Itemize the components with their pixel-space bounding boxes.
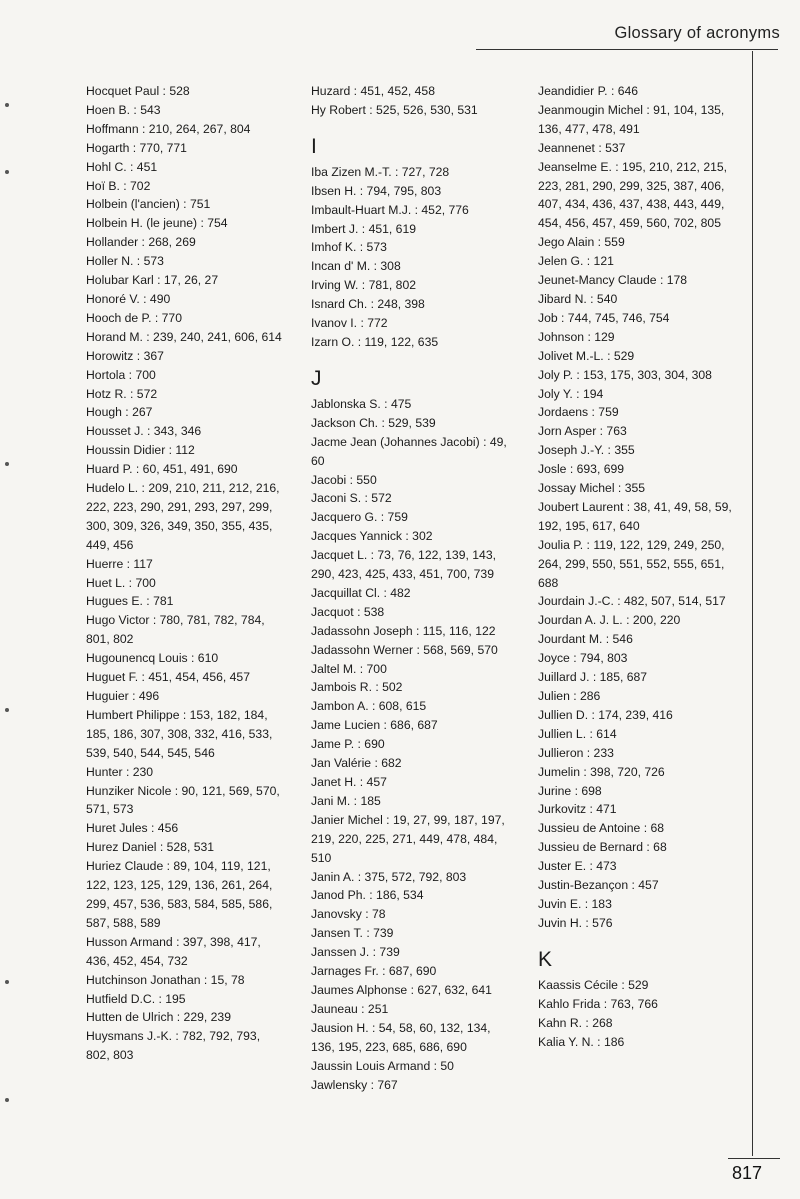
glossary-entry: Hoffmann : 210, 264, 267, 804 <box>86 121 251 136</box>
glossary-entry: Jacquot : 538 <box>311 604 385 619</box>
glossary-entry: Jullien L. : 614 <box>538 726 617 741</box>
glossary-entry: Kahlo Frida : 763, 766 <box>538 996 658 1011</box>
glossary-entry: Jansen T. : 739 <box>311 926 394 941</box>
glossary-entry: Jordaens : 759 <box>538 405 619 420</box>
glossary-entry: Jaumes Alphonse : 627, 632, 641 <box>311 982 492 997</box>
glossary-entry: Jurkovitz : 471 <box>538 802 617 817</box>
binding-hole <box>5 1098 9 1102</box>
glossary-entry: Hogarth : 770, 771 <box>86 140 187 155</box>
glossary-entry: Jambon A. : 608, 615 <box>311 699 427 714</box>
glossary-entry: Jarnages Fr. : 687, 690 <box>311 964 437 979</box>
glossary-entry: Jego Alain : 559 <box>538 235 625 250</box>
binding-hole <box>5 170 9 174</box>
glossary-entry: Hough : 267 <box>86 405 153 420</box>
binding-hole <box>5 103 9 107</box>
glossary-entry: Janssen J. : 739 <box>311 945 400 960</box>
glossary-entry: Joly P. : 153, 175, 303, 304, 308 <box>538 367 712 382</box>
glossary-entry: Jablonska S. : 475 <box>311 396 412 411</box>
glossary-entry: Jaussin Louis Armand : 50 <box>311 1058 454 1073</box>
glossary-entry: Jaconi S. : 572 <box>311 491 392 506</box>
glossary-entry: Huerre : 117 <box>86 556 153 571</box>
glossary-entry: Jadassohn Werner : 568, 569, 570 <box>311 642 498 657</box>
glossary-entry: Hoï B. : 702 <box>86 178 151 193</box>
glossary-entry: Jawlensky : 767 <box>311 1077 398 1092</box>
glossary-entry: Juillard J. : 185, 687 <box>538 670 648 685</box>
glossary-entry: Holler N. : 573 <box>86 254 164 269</box>
glossary-entry: Huret Jules : 456 <box>86 821 179 836</box>
glossary-entry: Iba Zizen M.-T. : 727, 728 <box>311 164 450 179</box>
glossary-entry: Hutfield D.C. : 195 <box>86 991 186 1006</box>
glossary-entry: Josle : 693, 699 <box>538 462 625 477</box>
glossary-entry: Jacobi : 550 <box>311 472 377 487</box>
glossary-entry: Hunziker Nicole : 90, 121, 569, 570, 571, 573 <box>86 783 280 817</box>
glossary-entry: Izarn O. : 119, 122, 635 <box>311 334 439 349</box>
binding-hole <box>5 708 9 712</box>
glossary-entry: Jacques Yannick : 302 <box>311 529 433 544</box>
glossary-entry: Hotz R. : 572 <box>86 386 158 401</box>
glossary-column-2 <box>311 82 516 1094</box>
glossary-entry: Johnson : 129 <box>538 329 615 344</box>
glossary-entry: Hooch de P. : 770 <box>86 310 182 325</box>
glossary-entry: Hudelo L. : 209, 210, 211, 212, 216, 222, 223, 290, 291, 293, 297, 299, 300, 309, 326, 349, 350, 355, 435, 449, 456 <box>86 481 280 552</box>
glossary-entry: Hurez Daniel : 528, 531 <box>86 840 215 855</box>
glossary-entry: Jackson Ch. : 529, 539 <box>311 415 436 430</box>
section-letter: K <box>538 947 553 971</box>
glossary-entry: Holubar Karl : 17, 26, 27 <box>86 273 219 288</box>
glossary-entry: Jeunet-Mancy Claude : 178 <box>538 273 688 288</box>
glossary-entry: Jambois R. : 502 <box>311 680 403 695</box>
vertical-margin-rule <box>752 51 753 1156</box>
glossary-entry: Julien : 286 <box>538 689 601 703</box>
glossary-entry: Job : 744, 745, 746, 754 <box>538 310 670 325</box>
glossary-entry: Jourdain J.-C. : 482, 507, 514, 517 <box>538 594 726 609</box>
glossary-entry: Joubert Laurent : 38, 41, 49, 58, 59, 192, 195, 617, 640 <box>538 499 732 533</box>
glossary-entry: Huguier : 496 <box>86 689 160 703</box>
glossary-entry: Ibsen H. : 794, 795, 803 <box>311 183 442 198</box>
glossary-entry: Janovsky : 78 <box>311 907 386 922</box>
glossary-entry: Kahn R. : 268 <box>538 1015 613 1030</box>
glossary-entry: Hutten de Ulrich : 229, 239 <box>86 1010 231 1025</box>
glossary-entry: Huard P. : 60, 451, 491, 690 <box>86 462 238 477</box>
glossary-column-3 <box>538 82 748 1051</box>
glossary-entry: Kaassis Cécile : 529 <box>538 977 649 992</box>
glossary-entry: Hutchinson Jonathan : 15, 78 <box>86 972 245 987</box>
glossary-entry: Juvin H. : 576 <box>538 915 613 930</box>
glossary-entry: Housset J. : 343, 346 <box>86 424 202 439</box>
glossary-entry: Ivanov I. : 772 <box>311 316 388 331</box>
glossary-entry: Joseph J.-Y. : 355 <box>538 443 635 458</box>
glossary-entry: Jibard N. : 540 <box>538 291 618 306</box>
glossary-entry: Jumelin : 398, 720, 726 <box>538 764 665 779</box>
page-number: 817 <box>732 1163 763 1183</box>
glossary-entry: Janin A. : 375, 572, 792, 803 <box>311 869 467 884</box>
glossary-entry: Jame Lucien : 686, 687 <box>311 718 438 733</box>
glossary-entry: Jacquillat Cl. : 482 <box>311 585 411 600</box>
glossary-entry: Jolivet M.-L. : 529 <box>538 348 635 363</box>
glossary-entry: Joulia P. : 119, 122, 129, 249, 250, 264, 299, 550, 551, 552, 555, 651, 688 <box>538 537 725 590</box>
glossary-entry: Honoré V. : 490 <box>86 291 171 306</box>
glossary-entry: Incan d' M. : 308 <box>311 259 401 274</box>
glossary-entry: Jourdan A. J. L. : 200, 220 <box>538 613 681 628</box>
glossary-entry: Juvin E. : 183 <box>538 896 612 911</box>
glossary-entry: Holbein (l'ancien) : 751 <box>86 197 211 212</box>
glossary-entry: Horowitz : 367 <box>86 348 164 363</box>
glossary-entry: Juster E. : 473 <box>538 859 617 874</box>
binding-hole <box>5 462 9 466</box>
glossary-entry: Hunter : 230 <box>86 764 154 779</box>
glossary-entry: Jeannenet : 537 <box>538 140 626 155</box>
glossary-entry: Jame P. : 690 <box>311 737 385 752</box>
page-header-title: Glossary of acronyms <box>614 24 780 42</box>
glossary-entry: Husson Armand : 397, 398, 417, 436, 452, 454, 732 <box>86 934 261 968</box>
glossary-entry: Hy Robert : 525, 526, 530, 531 <box>311 102 478 117</box>
glossary-entry: Hoen B. : 543 <box>86 102 161 117</box>
glossary-entry: Jossay Michel : 355 <box>538 481 646 496</box>
glossary-entry: Hortola : 700 <box>86 367 156 382</box>
binding-hole <box>5 980 9 984</box>
glossary-entry: Hugo Victor : 780, 781, 782, 784, 801, 802 <box>86 613 265 647</box>
glossary-entry: Houssin Didier : 112 <box>86 443 195 458</box>
glossary-entry: Hocquet Paul : 528 <box>86 84 190 98</box>
glossary-entry: Jorn Asper : 763 <box>538 424 627 439</box>
glossary-entry: Jani M. : 185 <box>311 793 381 808</box>
glossary-entry: Jacquet L. : 73, 76, 122, 139, 143, 290, 423, 425, 433, 451, 700, 739 <box>311 548 496 582</box>
section-letter: J <box>311 366 322 390</box>
glossary-entry: Justin-Bezançon : 457 <box>538 878 659 893</box>
glossary-entry: Jourdant M. : 546 <box>538 632 633 647</box>
glossary-entry: Jeanmougin Michel : 91, 104, 135, 136, 477, 478, 491 <box>538 102 725 136</box>
glossary-entry: Joly Y. : 194 <box>538 386 604 401</box>
glossary-entry: Horand M. : 239, 240, 241, 606, 614 <box>86 329 282 344</box>
glossary-column-1 <box>86 82 286 1065</box>
glossary-entry: Jussieu de Bernard : 68 <box>538 840 667 855</box>
glossary-entry: Janet H. : 457 <box>311 775 387 789</box>
glossary-entry: Jeanselme E. : 195, 210, 212, 215, 223, 281, 290, 299, 325, 387, 406, 407, 434, 436, 437, 438, 443, 449, 454, 456, 457, 459, 560, 702, 805 <box>538 159 728 231</box>
glossary-entry: Huriez Claude : 89, 104, 119, 121, 122, 123, 125, 129, 136, 261, 264, 299, 457, 536, 583, 584, 585, 586, 587, 588, 589 <box>86 859 273 930</box>
glossary-entry: Imhof K. : 573 <box>311 240 387 255</box>
glossary-entry: Huet L. : 700 <box>86 575 156 590</box>
glossary-entry: Jeandidier P. : 646 <box>538 84 639 98</box>
glossary-entry: Jullien D. : 174, 239, 416 <box>538 707 673 722</box>
section-letter: I <box>311 134 317 158</box>
glossary-entry: Janod Ph. : 186, 534 <box>311 888 424 903</box>
footer-rule <box>728 1158 780 1159</box>
glossary-entry: Jan Valérie : 682 <box>311 756 402 771</box>
glossary-entry: Hugues E. : 781 <box>86 594 174 609</box>
glossary-entry: Joyce : 794, 803 <box>538 651 628 666</box>
glossary-entry: Jadassohn Joseph : 115, 116, 122 <box>311 623 496 638</box>
glossary-entry: Irving W. : 781, 802 <box>311 278 417 293</box>
glossary-entry: Jurine : 698 <box>538 783 602 798</box>
glossary-entry: Huguet F. : 451, 454, 456, 457 <box>86 670 250 685</box>
glossary-entry: Jacquero G. : 759 <box>311 510 408 525</box>
header-rule <box>476 49 778 50</box>
glossary-entry: Imbault-Huart M.J. : 452, 776 <box>311 202 469 217</box>
glossary-entry: Jelen G. : 121 <box>538 254 614 269</box>
glossary-entry: Hugounencq Louis : 610 <box>86 651 219 666</box>
glossary-entry: Huzard : 451, 452, 458 <box>311 84 435 98</box>
glossary-entry: Jausion H. : 54, 58, 60, 132, 134, 136, 195, 223, 685, 686, 690 <box>311 1020 491 1054</box>
glossary-entry: Imbert J. : 451, 619 <box>311 221 417 236</box>
glossary-entry: Hohl C. : 451 <box>86 159 158 174</box>
glossary-entry: Jullieron : 233 <box>538 745 614 760</box>
binding-holes <box>5 0 11 1199</box>
glossary-entry: Isnard Ch. : 248, 398 <box>311 297 425 312</box>
glossary-entry: Hollander : 268, 269 <box>86 235 196 250</box>
glossary-entry: Jauneau : 251 <box>311 1001 389 1016</box>
glossary-entry: Holbein H. (le jeune) : 754 <box>86 216 228 231</box>
glossary-entry: Jacme Jean (Johannes Jacobi) : 49, 60 <box>311 434 507 468</box>
glossary-entry: Kalia Y. N. : 186 <box>538 1034 625 1049</box>
glossary-entry: Huysmans J.-K. : 782, 792, 793, 802, 803 <box>86 1029 261 1063</box>
glossary-entry: Janier Michel : 19, 27, 99, 187, 197, 219, 220, 225, 271, 449, 478, 484, 510 <box>311 812 505 865</box>
glossary-entry: Jaltel M. : 700 <box>311 661 387 676</box>
glossary-entry: Jussieu de Antoine : 68 <box>538 821 665 836</box>
glossary-entry: Humbert Philippe : 153, 182, 184, 185, 186, 307, 308, 332, 416, 533, 539, 540, 544, 545, 546 <box>86 707 273 760</box>
